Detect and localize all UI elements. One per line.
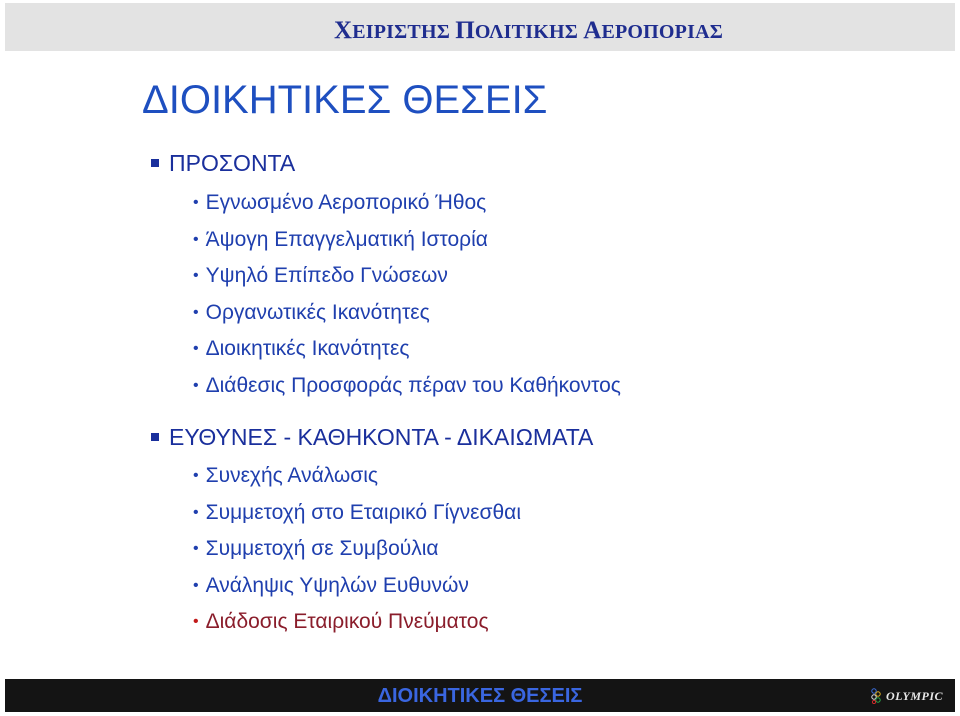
list-item-text: Συμμετοχή σε Συμβούλια: [205, 537, 439, 561]
list-item-text: Συμμετοχή στο Εταιρικό Γίγνεσθαι: [205, 500, 521, 524]
header-title-cap: Π: [455, 17, 475, 44]
header-title-rest: ΕΡΟΠΟΡΙΑΣ: [601, 21, 723, 43]
list-item-text: Ανάληψις Υψηλών Ευθυνών: [205, 573, 469, 597]
header-title-rest: ΕΙΡΙΣΤΗΣ: [352, 21, 456, 43]
round-bullet-icon: •: [193, 613, 199, 631]
section-heading: [151, 424, 593, 450]
section-heading: [151, 150, 295, 176]
list-item: [193, 458, 521, 495]
header-title: [334, 17, 723, 45]
list-item-text: Διοικητικές Ικανότητες: [205, 337, 410, 361]
olympic-logo: [871, 688, 943, 704]
round-bullet-icon: •: [193, 267, 199, 285]
list-item-text: Διάδοσις Εταιρικού Πνεύματος: [205, 610, 489, 634]
section-qualifications: [151, 150, 295, 176]
round-bullet-icon: •: [193, 230, 199, 248]
list-item-text: Εγνωσμένο Αεροπορικό Ήθος: [205, 191, 487, 215]
list-item-text: Συνεχής Ανάλωσις: [205, 464, 379, 488]
round-bullet-icon: •: [193, 467, 199, 485]
section-heading-text: ΠΡΟΣΟΝΤΑ: [169, 149, 296, 176]
round-bullet-icon: •: [193, 503, 199, 521]
list-item: [193, 604, 521, 641]
list-item: [193, 568, 521, 605]
list-item: [193, 185, 621, 222]
round-bullet-icon: •: [193, 376, 199, 394]
square-bullet-icon: [151, 159, 159, 167]
list-item: [193, 495, 521, 532]
responsibilities-list: [193, 458, 521, 641]
list-item-text: Υψηλό Επίπεδο Γνώσεων: [205, 264, 448, 288]
round-bullet-icon: •: [193, 576, 199, 594]
section-heading-text: ΕΥΘΥΝΕΣ - ΚΑΘΗΚΟΝΤΑ - ΔΙΚΑΙΩΜΑΤΑ: [169, 423, 594, 450]
list-item: [193, 368, 621, 405]
footer-bar: [5, 679, 955, 712]
header-title-cap: Α: [583, 17, 602, 44]
list-item: [193, 531, 521, 568]
list-item-text: Άψογη Επαγγελματική Ιστορία: [205, 227, 488, 251]
header-bar: [5, 3, 955, 51]
round-bullet-icon: •: [193, 540, 199, 558]
list-item-text: Διάθεσις Προσφοράς πέραν του Καθήκοντος: [205, 373, 621, 397]
list-item: [193, 222, 621, 259]
footer-label: ΔΙΟΙΚΗΤΙΚΕΣ ΘΕΣΕΙΣ: [377, 685, 583, 707]
section-responsibilities: [151, 424, 593, 450]
list-item: [193, 331, 621, 368]
header-title-cap: Χ: [333, 17, 353, 44]
list-item-text: Οργανωτικές Ικανότητες: [205, 300, 430, 324]
list-item: [193, 258, 621, 295]
olympic-rings-icon: [871, 688, 881, 704]
round-bullet-icon: •: [193, 303, 199, 321]
round-bullet-icon: •: [193, 194, 199, 212]
slide-title: ΔΙΟΙΚΗΤΙΚΕΣ ΘΕΣΕΙΣ: [142, 78, 548, 122]
qualifications-list: [193, 185, 621, 404]
header-title-rest: ΟΛΙΤΙΚΗΣ: [474, 21, 584, 43]
round-bullet-icon: •: [193, 340, 199, 358]
square-bullet-icon: [151, 433, 159, 441]
list-item: [193, 295, 621, 332]
logo-text: OLYMPIC: [885, 688, 943, 703]
